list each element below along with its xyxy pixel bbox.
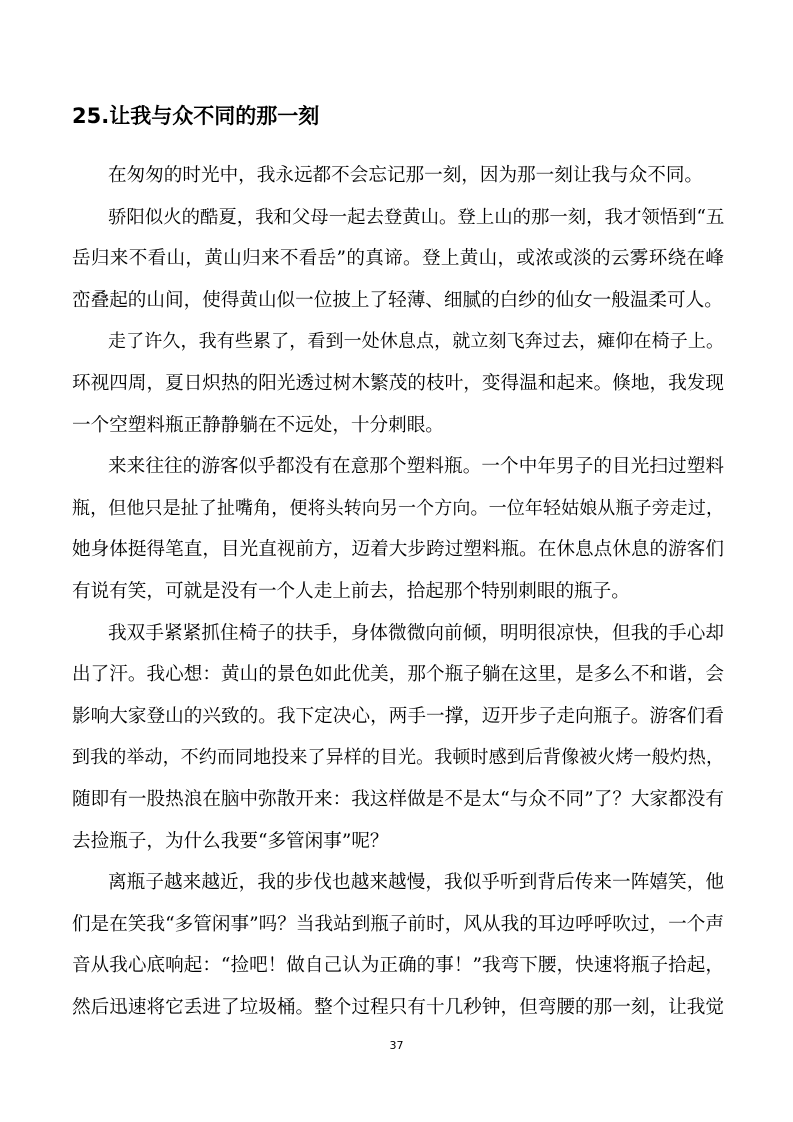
text-line: 有说有笑，可就是没有一个人走上前去，拾起那个特别刺眼的瓶子。 xyxy=(72,580,630,602)
text-line: 然后迅速将它丢进了垃圾桶。整个过程只有十几秒钟，但弯腰的那一刻，让我觉 xyxy=(72,996,724,1018)
essay-title: 25.让我与众不同的那一刻 xyxy=(72,104,320,128)
text-line: 随即有一股热浪在脑中弥散开来：我这样做是不是太“与众不同”了？大家都没有 xyxy=(72,788,724,810)
text-line: 影响大家登山的兴致的。我下定决心，两手一撑，迈开步子走向瓶子。游客们看 xyxy=(72,705,724,727)
text-line: 峦叠起的山间，使得黄山似一位披上了轻薄、细腻的白纱的仙女一般温柔可人。 xyxy=(72,289,723,311)
text-line: 她身体挺得笔直，目光直视前方，迈着大步跨过塑料瓶。在休息点休息的游客们 xyxy=(72,539,724,561)
text-line: 我双手紧紧抓住椅子的扶手，身体微微向前倾，明明很凉快，但我的手心却 xyxy=(108,622,724,644)
text-line: 出了汗。我心想：黄山的景色如此优美，那个瓶子躺在这里，是多么不和谐，会 xyxy=(72,664,724,686)
text-line: 环视四周，夏日炽热的阳光透过树木繁茂的枝叶，变得温和起来。倏地，我发现 xyxy=(72,372,724,394)
text-line: 到我的举动，不约而同地投来了异样的目光。我顿时感到后背像被火烤一般灼热， xyxy=(72,747,724,769)
text-line: 一个空塑料瓶正静静躺在不远处，十分刺眼。 xyxy=(72,414,444,436)
text-line: 音从我心底响起：“捡吧！做自己认为正确的事！”我弯下腰，快速将瓶子拾起， xyxy=(72,955,724,977)
text-line: 骄阳似火的酷夏，我和父母一起去登黄山。登上山的那一刻，我才领悟到“五 xyxy=(108,206,724,228)
essay-body xyxy=(72,155,724,1028)
text-line: 离瓶子越来越近，我的步伐也越来越慢，我似乎听到背后传来一阵嬉笑，他 xyxy=(108,872,724,894)
text-line: 来来往往的游客似乎都没有在意那个塑料瓶。一个中年男子的目光扫过塑料 xyxy=(108,456,724,478)
text-line: 在匆匆的时光中，我永远都不会忘记那一刻，因为那一刻让我与众不同。 xyxy=(108,165,704,186)
text-line: 走了许久，我有些累了，看到一处休息点，就立刻飞奔过去，瘫仰在椅子上。 xyxy=(108,331,724,353)
text-line: 去捡瓶子，为什么我要“多管闲事”呢？ xyxy=(72,830,389,852)
text-line: 们是在笑我“多管闲事”吗？当我站到瓶子前时，风从我的耳边呼呼吹过，一个声 xyxy=(72,913,724,935)
page-number: 37 xyxy=(389,1039,404,1052)
text-line: 岳归来不看山，黄山归来不看岳”的真谛。登上黄山，或浓或淡的云雾环绕在峰 xyxy=(72,248,724,270)
text-line: 瓶，但他只是扯了扯嘴角，便将头转向另一个方向。一位年轻姑娘从瓶子旁走过， xyxy=(72,497,724,519)
